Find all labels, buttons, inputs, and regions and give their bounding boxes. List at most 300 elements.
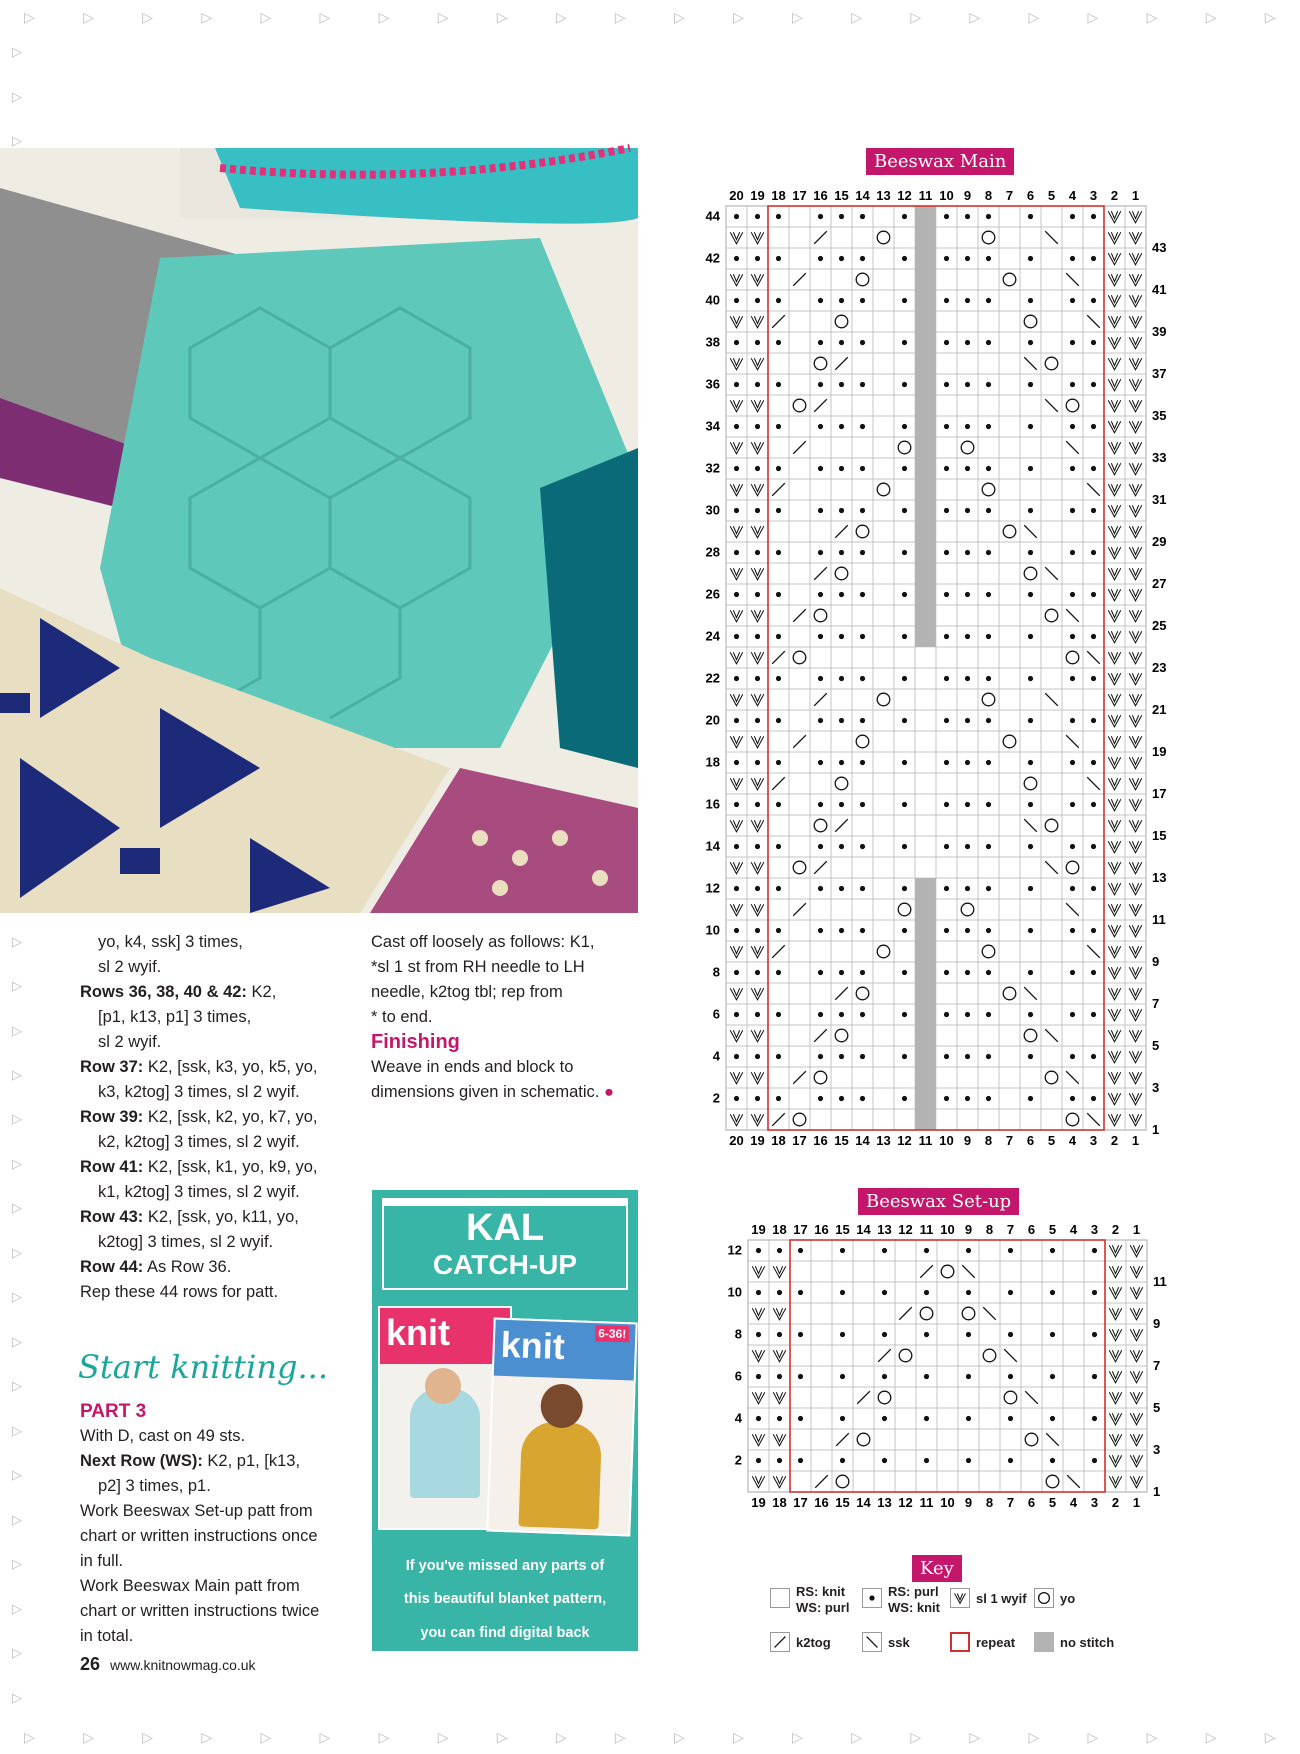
purl-dot-icon	[1091, 592, 1096, 597]
key-label: sl 1 wyif	[976, 1591, 1027, 1606]
kal-catch-up-advert[interactable]	[372, 1190, 638, 1708]
purl-dot-icon	[944, 1012, 949, 1017]
no-stitch-cell	[915, 395, 936, 416]
no-stitch-cell	[915, 311, 936, 332]
purl-dot-icon	[1070, 886, 1075, 891]
part-instruction-line: in full.	[80, 1552, 124, 1570]
purl-dot-icon	[902, 886, 907, 891]
purl-dot-icon	[965, 970, 970, 975]
purl-dot-icon	[755, 970, 760, 975]
purl-dot-icon	[1070, 1096, 1075, 1101]
purl-dot-icon	[860, 844, 865, 849]
key-title: Key	[912, 1555, 962, 1582]
no-stitch-cell	[915, 458, 936, 479]
purl-dot-icon	[818, 928, 823, 933]
purl-dot-icon	[1070, 802, 1075, 807]
no-stitch-cell	[915, 1025, 936, 1046]
purl-dot-icon	[840, 1374, 845, 1379]
row-number: 8	[712, 964, 720, 980]
row-number: 17	[1152, 786, 1167, 802]
border-triangle-icon: ▷	[1028, 8, 1040, 25]
instruction-line: Rows 36, 38, 40 & 42: K2,	[80, 983, 277, 1001]
purl-dot-icon	[986, 214, 991, 219]
row-number: 31	[1152, 492, 1167, 508]
purl-dot-icon	[860, 382, 865, 387]
part-instruction-line: Next Row (WS): K2, p1, [k13,	[80, 1452, 301, 1470]
purl-dot-icon	[1050, 1458, 1055, 1463]
purl-dot-icon	[734, 928, 739, 933]
row-number: 34	[705, 418, 720, 434]
column-number: 15	[834, 1133, 849, 1148]
border-triangle-icon: ▷	[910, 1728, 922, 1745]
instruction-line: Row 41: K2, [ssk, k1, yo, k9, yo,	[80, 1158, 318, 1176]
purl-dot-icon	[818, 508, 823, 513]
border-triangle-icon: ▷	[83, 1728, 94, 1745]
purl-dot-icon	[734, 676, 739, 681]
column-number: 15	[834, 188, 849, 203]
purl-dot-icon	[1028, 424, 1033, 429]
purl-dot-icon	[734, 634, 739, 639]
column-number: 12	[898, 1222, 913, 1237]
no-stitch-cell	[915, 500, 936, 521]
column-number: 3	[1090, 1222, 1099, 1237]
column-number: 12	[897, 1133, 912, 1148]
purl-dot-icon	[756, 1290, 761, 1295]
purl-dot-icon	[818, 1096, 823, 1101]
purl-dot-icon	[902, 844, 907, 849]
purl-dot-icon	[798, 1458, 803, 1463]
border-triangle-icon: ▷	[1146, 1728, 1158, 1745]
purl-dot-icon	[902, 760, 907, 765]
bottom-border	[0, 1724, 1300, 1750]
purl-dot-icon	[986, 1096, 991, 1101]
border-triangle-icon: ▷	[792, 1728, 803, 1745]
no-stitch-cell	[915, 941, 936, 962]
purl-dot-icon	[1091, 424, 1096, 429]
purl-dot-icon	[944, 592, 949, 597]
border-triangle-icon: ▷	[142, 8, 154, 25]
row-label: Row 37:	[80, 1058, 144, 1076]
purl-dot-icon	[986, 382, 991, 387]
column-number: 5	[1048, 1222, 1057, 1237]
purl-dot-icon	[777, 1374, 782, 1379]
purl-dot-icon	[860, 550, 865, 555]
row-number: 27	[1152, 576, 1167, 592]
purl-dot-icon	[734, 970, 739, 975]
border-triangle-icon: ▷	[851, 8, 863, 25]
column-number: 13	[877, 1222, 892, 1237]
purl-dot-icon	[965, 802, 970, 807]
purl-dot-icon	[734, 1054, 739, 1059]
purl-dot-icon	[902, 676, 907, 681]
purl-dot-icon	[755, 718, 760, 723]
purl-dot-icon	[944, 214, 949, 219]
purl-dot-icon	[839, 886, 844, 891]
purl-dot-icon	[776, 424, 781, 429]
row-number: 16	[705, 796, 720, 812]
purl-dot-icon	[1070, 214, 1075, 219]
row-number: 15	[1152, 828, 1167, 844]
purl-dot-icon	[734, 760, 739, 765]
no-stitch-cell	[915, 584, 936, 605]
purl-dot-icon	[1008, 1374, 1013, 1379]
purl-dot-icon	[902, 802, 907, 807]
purl-dot-icon	[902, 718, 907, 723]
purl-dot-icon	[902, 382, 907, 387]
purl-dot-icon	[734, 508, 739, 513]
no-stitch-cell	[915, 437, 936, 458]
purl-dot-icon	[1091, 256, 1096, 261]
purl-dot-icon	[986, 928, 991, 933]
purl-dot-icon	[734, 256, 739, 261]
column-number: 7	[1006, 1495, 1015, 1510]
row-number: 28	[705, 544, 720, 560]
purl-dot-icon	[734, 718, 739, 723]
purl-dot-icon	[755, 256, 760, 261]
border-triangle-icon: ▷	[12, 1378, 22, 1394]
column-number: 13	[876, 188, 891, 203]
column-number: 15	[835, 1495, 850, 1510]
row-number: 7	[1153, 1358, 1161, 1374]
purl-dot-icon	[1070, 928, 1075, 933]
purl-dot-icon	[840, 1416, 845, 1421]
purl-dot-icon	[860, 508, 865, 513]
purl-dot-icon	[1008, 1416, 1013, 1421]
purl-dot-icon	[1028, 466, 1033, 471]
purl-dot-icon	[818, 802, 823, 807]
purl-dot-icon	[798, 1374, 803, 1379]
purl-dot-icon	[1070, 1012, 1075, 1017]
border-triangle-icon: ▷	[12, 1022, 22, 1038]
purl-dot-icon	[986, 256, 991, 261]
column-number: 10	[940, 1495, 955, 1510]
row-number: 33	[1152, 450, 1167, 466]
border-triangle-icon: ▷	[1205, 8, 1217, 25]
column-number: 11	[918, 188, 933, 203]
purl-dot-icon	[776, 550, 781, 555]
purl-dot-icon	[986, 550, 991, 555]
row-number: 36	[705, 376, 720, 392]
purl-dot-icon	[1028, 508, 1033, 513]
border-triangle-icon: ▷	[24, 8, 35, 25]
purl-dot-icon	[986, 1012, 991, 1017]
column-number: 16	[813, 1133, 828, 1148]
row-number: 32	[705, 460, 720, 476]
no-stitch-cell	[915, 290, 936, 311]
purl-dot-icon	[965, 718, 970, 723]
purl-dot-icon	[986, 1054, 991, 1059]
purl-dot-icon	[755, 508, 760, 513]
row-number: 20	[705, 712, 720, 728]
column-number: 10	[940, 1222, 955, 1237]
purl-dot-icon	[777, 1248, 782, 1253]
column-number: 11	[919, 1222, 934, 1237]
purl-dot-icon	[1028, 886, 1033, 891]
instruction-line: sl 2 wyif.	[98, 958, 162, 976]
key-ssk-icon	[862, 1632, 882, 1652]
purl-dot-icon	[1092, 1374, 1097, 1379]
purl-dot-icon	[839, 382, 844, 387]
purl-dot-icon	[1070, 718, 1075, 723]
purl-dot-icon	[1028, 214, 1033, 219]
no-stitch-cell	[915, 269, 936, 290]
purl-dot-icon	[1028, 970, 1033, 975]
row-number: 38	[705, 334, 720, 350]
purl-dot-icon	[839, 718, 844, 723]
purl-dot-icon	[965, 1012, 970, 1017]
column-number: 6	[1027, 1495, 1036, 1510]
purl-dot-icon	[1028, 256, 1033, 261]
purl-dot-icon	[776, 340, 781, 345]
column-number: 5	[1047, 1133, 1056, 1148]
purl-dot-icon	[966, 1458, 971, 1463]
purl-dot-icon	[1091, 760, 1096, 765]
purl-dot-icon	[966, 1248, 971, 1253]
purl-dot-icon	[776, 298, 781, 303]
chart-key	[770, 1584, 1130, 1658]
purl-dot-icon	[839, 1054, 844, 1059]
purl-dot-icon	[1070, 844, 1075, 849]
column-number: 14	[856, 1222, 871, 1237]
purl-dot-icon	[966, 1374, 971, 1379]
border-triangle-icon: ▷	[142, 1728, 154, 1745]
border-triangle-icon: ▷	[1264, 1728, 1276, 1745]
purl-dot-icon	[818, 634, 823, 639]
column-number: 19	[751, 1495, 766, 1510]
purl-dot-icon	[776, 1012, 781, 1017]
border-triangle-icon: ▷	[12, 1155, 22, 1171]
purl-dot-icon	[1091, 1096, 1096, 1101]
purl-dot-icon	[755, 424, 760, 429]
row-number: 35	[1152, 408, 1167, 424]
row-number: 12	[705, 880, 720, 896]
purl-dot-icon	[818, 1054, 823, 1059]
purl-dot-icon	[839, 550, 844, 555]
advert-footer-line: you can find digital back	[420, 1624, 590, 1641]
purl-dot-icon	[1028, 340, 1033, 345]
purl-dot-icon	[966, 1290, 971, 1295]
no-stitch-cell	[915, 920, 936, 941]
column-number: 15	[835, 1222, 850, 1237]
purl-dot-icon	[986, 718, 991, 723]
border-triangle-icon: ▷	[733, 1728, 744, 1745]
column-number: 1	[1132, 1222, 1141, 1237]
column-number: 14	[855, 1133, 870, 1148]
border-triangle-icon: ▷	[12, 1067, 22, 1083]
purl-dot-icon	[924, 1332, 929, 1337]
row-number: 11	[1152, 912, 1166, 928]
purl-dot-icon	[1070, 760, 1075, 765]
purl-dot-icon	[902, 928, 907, 933]
purl-dot-icon	[924, 1374, 929, 1379]
finishing-line: dimensions given in schematic. ●	[371, 1083, 614, 1101]
no-stitch-cell	[915, 1004, 936, 1025]
column-number: 19	[750, 1133, 765, 1148]
advert-footer-line: this beautiful blanket pattern,	[403, 1591, 607, 1607]
purl-dot-icon	[1091, 718, 1096, 723]
row-number: 6	[734, 1368, 742, 1384]
column-number: 17	[792, 1133, 807, 1148]
purl-dot-icon	[776, 928, 781, 933]
purl-dot-icon	[902, 592, 907, 597]
purl-dot-icon	[776, 592, 781, 597]
purl-dot-icon	[1070, 970, 1075, 975]
column-number: 16	[814, 1495, 829, 1510]
no-stitch-cell	[915, 353, 936, 374]
column-number: 17	[793, 1222, 808, 1237]
purl-dot-icon	[755, 340, 760, 345]
border-triangle-icon: ▷	[12, 1422, 22, 1438]
row-number: 21	[1152, 702, 1167, 718]
purl-dot-icon	[734, 802, 739, 807]
border-triangle-icon: ▷	[12, 1511, 22, 1527]
purl-dot-icon	[839, 760, 844, 765]
no-stitch-cell	[915, 206, 936, 227]
purl-dot-icon	[944, 928, 949, 933]
finishing-heading: Finishing	[371, 1031, 460, 1053]
purl-dot-icon	[1028, 634, 1033, 639]
border-triangle-icon: ▷	[496, 8, 508, 25]
column-number: 8	[984, 188, 993, 203]
purl-dot-icon	[944, 340, 949, 345]
purl-dot-icon	[734, 886, 739, 891]
purl-dot-icon	[1091, 970, 1096, 975]
border-triangle-icon: ▷	[83, 8, 94, 25]
instruction-line: [p1, k13, p1] 3 times,	[98, 1008, 252, 1026]
key-label: ssk	[888, 1635, 910, 1650]
page-footer	[80, 1654, 256, 1675]
column-number: 18	[772, 1222, 787, 1237]
border-triangle-icon: ▷	[12, 1289, 22, 1305]
purl-dot-icon	[986, 676, 991, 681]
no-stitch-cell	[915, 878, 936, 899]
purl-dot-icon	[1070, 634, 1075, 639]
border-triangle-icon: ▷	[12, 1689, 22, 1705]
purl-dot-icon	[840, 1458, 845, 1463]
instruction-line: yo, k4, ssk] 3 times,	[98, 933, 243, 951]
purl-dot-icon	[860, 256, 865, 261]
purl-dot-icon	[1070, 298, 1075, 303]
border-triangle-icon: ▷	[319, 1728, 331, 1745]
purl-dot-icon	[776, 634, 781, 639]
purl-dot-icon	[1091, 214, 1096, 219]
purl-dot-icon	[965, 466, 970, 471]
border-triangle-icon: ▷	[969, 1728, 981, 1745]
purl-dot-icon	[776, 508, 781, 513]
purl-dot-icon	[902, 256, 907, 261]
purl-dot-icon	[860, 676, 865, 681]
no-stitch-cell	[915, 1088, 936, 1109]
no-stitch-cell	[915, 1109, 936, 1130]
purl-dot-icon	[965, 214, 970, 219]
purl-dot-icon	[1070, 256, 1075, 261]
purl-dot-icon	[776, 1054, 781, 1059]
purl-dot-icon	[818, 1012, 823, 1017]
footer-url[interactable]: www.knitnowmag.co.uk	[110, 1657, 256, 1673]
purl-dot-icon	[818, 718, 823, 723]
row-number: 39	[1152, 324, 1167, 340]
cover-badge: 6-36!	[595, 1325, 630, 1342]
purl-dot-icon	[965, 550, 970, 555]
purl-dot-icon	[818, 382, 823, 387]
purl-dot-icon	[839, 424, 844, 429]
border-triangle-icon: ▷	[1264, 8, 1276, 25]
column-number: 18	[772, 1495, 787, 1510]
purl-dot-icon	[902, 550, 907, 555]
purl-dot-icon	[860, 424, 865, 429]
purl-dot-icon	[755, 634, 760, 639]
column-number: 14	[856, 1495, 871, 1510]
row-number: 43	[1152, 240, 1167, 256]
purl-dot-icon	[1028, 592, 1033, 597]
column-number: 20	[729, 188, 744, 203]
row-number: 3	[1152, 1080, 1160, 1096]
row-number: 4	[712, 1048, 720, 1064]
column-number: 8	[984, 1133, 993, 1148]
purl-dot-icon	[860, 718, 865, 723]
purl-dot-icon	[944, 760, 949, 765]
purl-dot-icon	[986, 424, 991, 429]
advert-header	[382, 1198, 628, 1290]
purl-dot-icon	[1070, 676, 1075, 681]
purl-dot-icon	[839, 1096, 844, 1101]
castoff-line: Cast off loosely as follows: K1,	[371, 933, 595, 951]
border-triangle-icon: ▷	[12, 933, 22, 949]
border-triangle-icon: ▷	[12, 1111, 22, 1127]
purl-dot-icon	[1091, 340, 1096, 345]
purl-dot-icon	[1050, 1374, 1055, 1379]
purl-dot-icon	[839, 592, 844, 597]
border-triangle-icon: ▷	[1087, 1728, 1099, 1745]
purl-dot-icon	[755, 466, 760, 471]
key-k2tog-icon	[770, 1632, 790, 1652]
purl-dot-icon	[756, 1374, 761, 1379]
purl-dot-icon	[944, 634, 949, 639]
column-number: 11	[918, 1133, 933, 1148]
instruction-line: Row 37: K2, [ssk, k3, yo, k5, yo,	[80, 1058, 318, 1076]
purl-dot-icon	[1070, 340, 1075, 345]
purl-dot-icon	[1028, 928, 1033, 933]
row-number: 5	[1152, 1038, 1160, 1054]
purl-dot-icon	[734, 1012, 739, 1017]
purl-dot-icon	[965, 256, 970, 261]
instruction-line: sl 2 wyif.	[98, 1033, 162, 1051]
part-instruction-line: Work Beeswax Set-up patt from	[80, 1502, 313, 1520]
row-number: 8	[734, 1326, 742, 1342]
purl-dot-icon	[1091, 676, 1096, 681]
purl-dot-icon	[818, 550, 823, 555]
row-number: 24	[705, 628, 720, 644]
column-number: 9	[963, 188, 972, 203]
row-label: Row 39:	[80, 1108, 144, 1126]
purl-dot-icon	[1091, 844, 1096, 849]
row-number: 19	[1152, 744, 1167, 760]
column-number: 2	[1111, 1222, 1120, 1237]
purl-dot-icon	[1028, 1054, 1033, 1059]
purl-dot-icon	[734, 424, 739, 429]
purl-dot-icon	[902, 1096, 907, 1101]
purl-dot-icon	[882, 1248, 887, 1253]
purl-dot-icon	[1092, 1458, 1097, 1463]
purl-dot-icon	[776, 256, 781, 261]
purl-dot-icon	[869, 1595, 874, 1600]
purl-dot-icon	[965, 844, 970, 849]
purl-dot-icon	[986, 508, 991, 513]
purl-dot-icon	[1028, 382, 1033, 387]
part-instruction-line: Work Beeswax Main patt from	[80, 1577, 300, 1595]
key-nostitch-icon	[1034, 1632, 1054, 1652]
no-stitch-cell	[915, 416, 936, 437]
